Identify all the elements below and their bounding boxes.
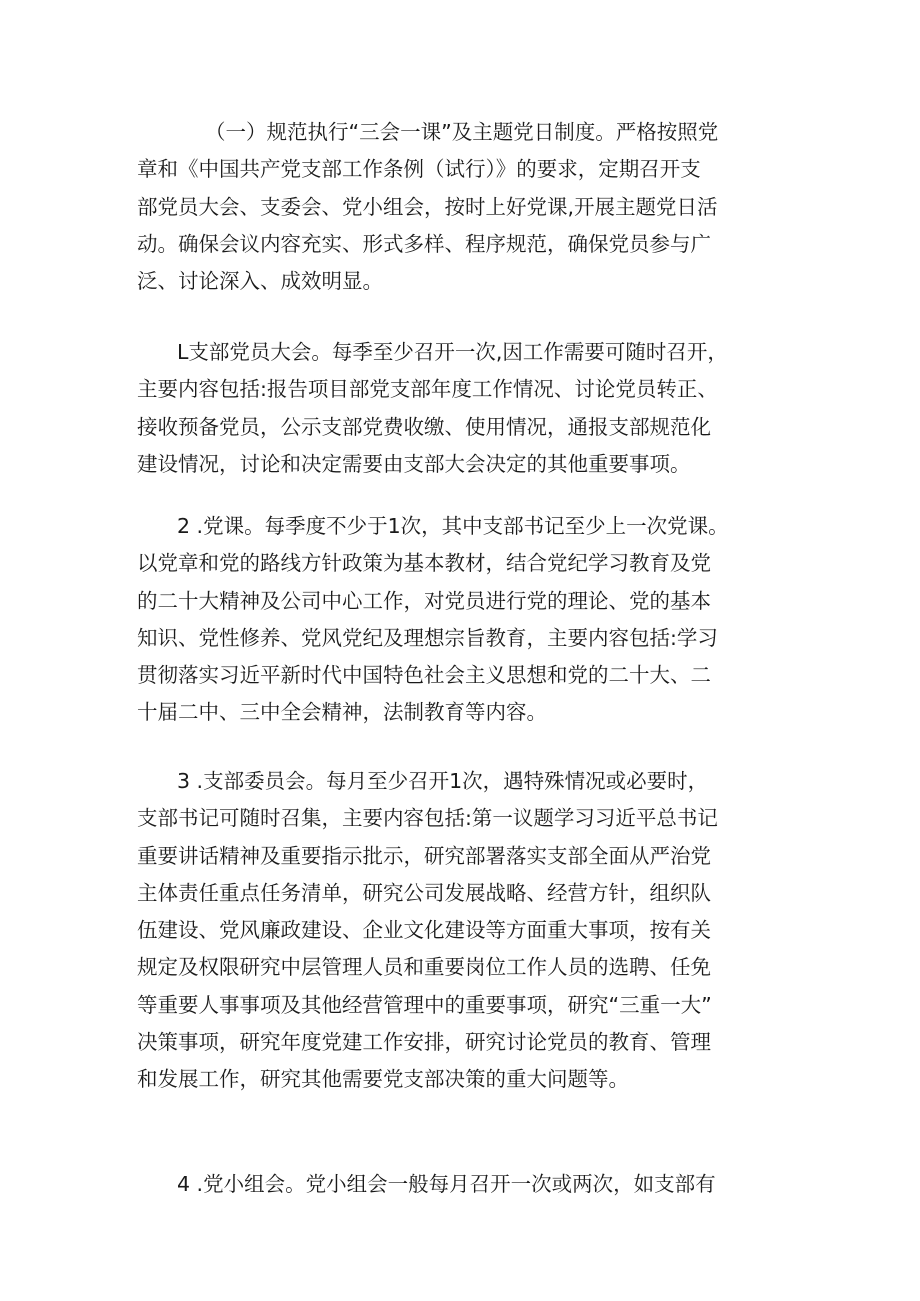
- text-line: 支部书记可随时召集，主要内容包括:第一议题学习习近平总书记: [137, 806, 718, 831]
- text-line: 主体责任重点任务清单，研究公司发展战略、经营方针，组织队: [137, 880, 711, 905]
- text-line: 2 .党课。每季度不少于1次，其中支部书记至少上一次党课。: [177, 514, 729, 538]
- text-line: （一）规范执行“三会一课”及主题党日制度。严格按照党: [205, 120, 719, 144]
- text-line: L支部党员大会。每季至少召开一次,因工作需要可随时召开，: [177, 340, 728, 364]
- text-line: 决策事项，研究年度党建工作安排，研究讨论党员的教育、管理: [137, 1030, 711, 1055]
- paragraph-party-lecture: [137, 508, 797, 732]
- text-line: 和发展工作，研究其他需要党支部决策的重大问题等。: [137, 1067, 629, 1092]
- text-line: 规定及权限研究中层管理人员和重要岗位工作人员的选聘、任免: [137, 955, 711, 980]
- paragraph-party-member-meeting: [137, 334, 797, 483]
- paragraph-branch-committee: [137, 763, 797, 1099]
- text-line: 重要讲话精神及重要指示批示，研究部署落实支部全面从严治党: [137, 843, 711, 868]
- text-line: 4 .党小组会。党小组会一般每月召开一次或两次，如支部有: [177, 1172, 716, 1196]
- text-line: 十届二中、三中全会精神，法制教育等内容。: [137, 700, 547, 725]
- text-line: 部党员大会、支委会、党小组会，按时上好党课,开展主题党日活: [137, 194, 718, 219]
- text-line: 泛、讨论深入、成效明显。: [137, 269, 383, 294]
- text-line: 知识、党性修养、党风党纪及理想宗旨教育，主要内容包括:学习: [137, 625, 718, 650]
- text-line: 接收预备党员，公示支部党费收缴、使用情况，通报支部规范化: [137, 414, 711, 439]
- text-line: 等重要人事事项及其他经营管理中的重要事项，研究“三重一大”: [137, 992, 712, 1017]
- paragraph-san-hui-yi-ke: [137, 114, 797, 300]
- text-line: 贯彻落实习近平新时代中国特色社会主义思想和党的二十大、二: [137, 663, 711, 688]
- text-line: 3 .支部委员会。每月至少召开1次，遇特殊情况或必要时，: [177, 769, 709, 793]
- text-line: 主要内容包括:报告项目部党支部年度工作情况、讨论党员转正、: [137, 377, 718, 402]
- text-line: 伍建设、党风廉政建设、企业文化建设等方面重大事项，按有关: [137, 918, 711, 943]
- text-line: 的二十大精神及公司中心工作，对党员进行党的理论、党的基本: [137, 588, 711, 613]
- text-line: 以党章和党的路线方针政策为基本教材，结合党纪学习教育及党: [137, 551, 711, 576]
- text-line: 建设情况，讨论和决定需要由支部大会决定的其他重要事项。: [137, 451, 691, 476]
- text-line: 章和《中国共产党支部工作条例（试行）》的要求，定期召开支: [137, 157, 701, 182]
- text-line: 动。确保会议内容充实、形式多样、程序规范，确保党员参与广: [137, 231, 711, 256]
- paragraph-party-group-meeting: [137, 1166, 797, 1203]
